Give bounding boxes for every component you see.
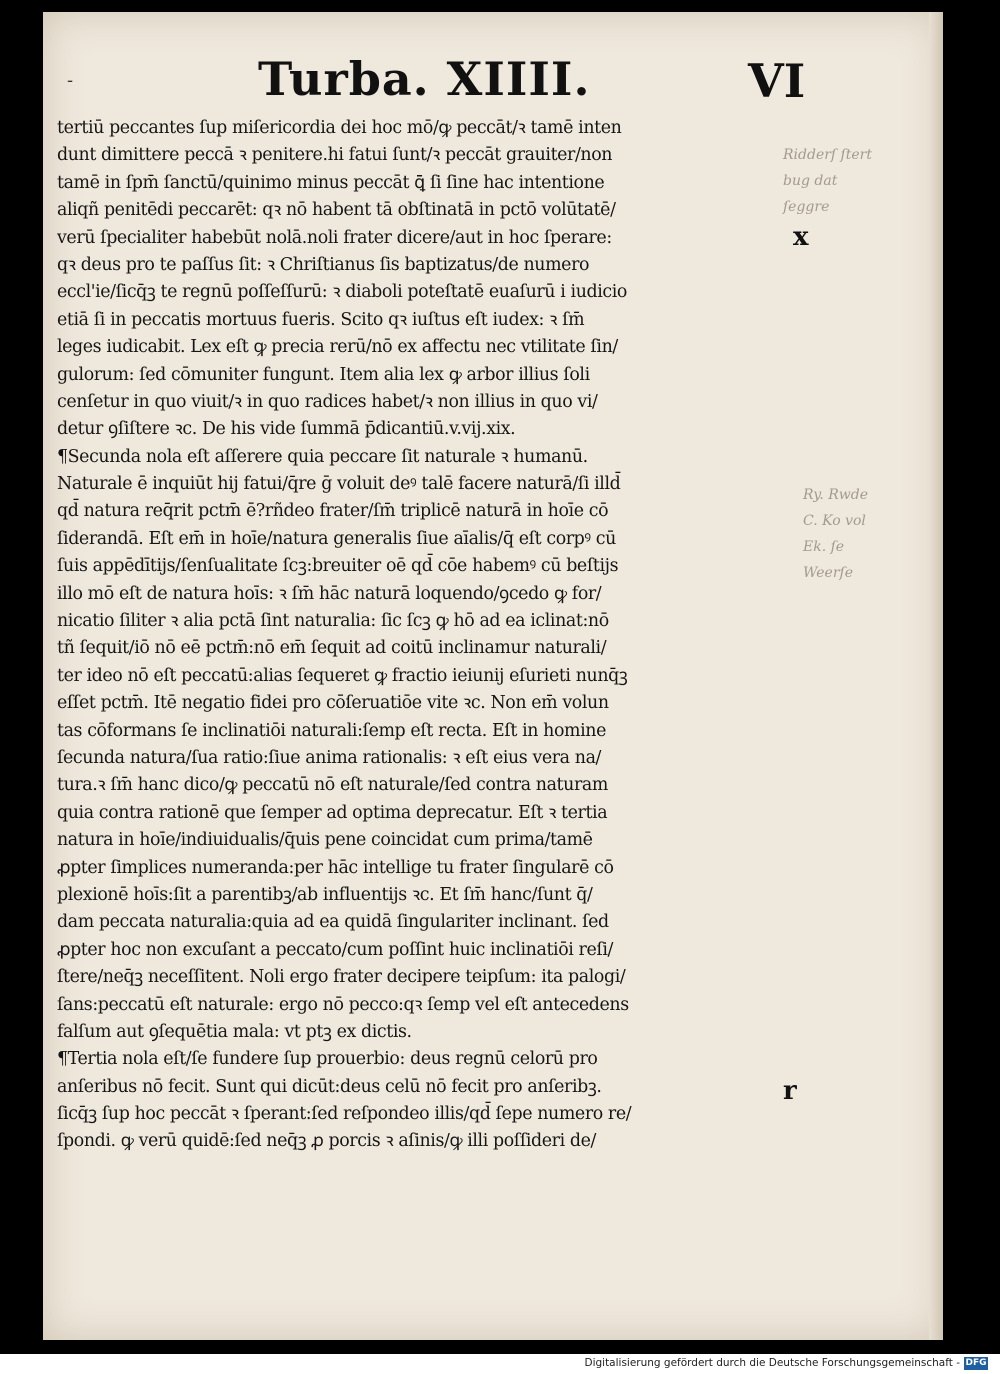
text-line: tamē in ſpm̄ ſanctū/quinimo minus peccāt ꝗ̄ ſi ſine hac intentione [57, 172, 605, 193]
marginal-note-line: Weerſe [803, 565, 853, 581]
text-line: detur ꝯſiſtere ꝛc. De his vide ſummā p̄dicantiū.v.vij.xix. [57, 419, 516, 440]
marginal-note-line: Ek. ſe [803, 539, 845, 555]
text-line: cenſetur in quo viuit/ꝛ in quo radices habet/ꝛ non illius in quo vi/ [57, 391, 598, 412]
text-line: dunt dimittere peccā ꝛ penitere.hi fatui ſunt/ꝛ peccāt grauiter/non [57, 145, 613, 166]
margin-mark-r: r [783, 1076, 797, 1106]
text-line: dam peccata naturalia:quia ad ea quidā ſingulariter inclinant. ſed [57, 912, 609, 933]
text-line: ſecunda natura/ſua ratio:ſiue anima rationalis: ꝛ eſt eius vera na/ [57, 747, 602, 768]
funding-credit: Digitalisierung gefördert durch die Deutsche Forschungsgemeinschaft - [584, 1357, 960, 1369]
marginal-note-line: bug dat [783, 173, 838, 189]
text-line: aliqñ penitēdi peccarēt: qꝛ nō habent tā obſtinatā in pctō volūtatē/ [57, 200, 616, 221]
text-line: qd̄ natura req̄rit pctm̄ ē?rñdeo frater/ſm̄ triplicē naturā in hoīe cō [57, 501, 609, 522]
marginal-note-middle [803, 482, 943, 586]
text-line: ſpondi. ꝙ verū quidē:ſed neq̄ꝫ ꝓ porcis ꝛ aſinis/ꝙ illi poſſideri de/ [57, 1131, 596, 1152]
text-line: ſicq̄ꝫ ſup hoc peccāt ꝛ ſperant:ſed reſpondeo illis/qd̄ ſepe numero re/ [57, 1104, 632, 1125]
marginal-note-top [783, 142, 933, 220]
running-title: Turba. XIIII. [258, 52, 591, 106]
text-line: tertiū peccantes ſup miſericordia dei hoc mō/ꝙ peccāt/ꝛ tamē inten [57, 118, 622, 138]
header-dash-mark: - [67, 70, 74, 91]
book-page [43, 12, 943, 1340]
text-line: leges iudicabit. Lex eſt ꝙ precia rerū/nō ex affectu nec vtilitate ſin/ [57, 337, 618, 358]
text-line: ¶Tertia nola eſt/ſe fundere ſup prouerbio: deus regnū celorū pro [57, 1049, 598, 1070]
text-line: falſum aut ꝯſequētia mala: vt ptꝫ ex dictis. [57, 1021, 412, 1042]
text-line: ꝓpter ſimplices numeranda:per hāc intellige tu frater ſingularē cō [57, 857, 614, 878]
text-line: tura.ꝛ ſm̄ hanc dico/ꝙ peccatū nō eſt naturale/ſed contra naturam [57, 775, 608, 796]
text-line: quia contra rationē que ſemper ad optima deprecatur. Eſt ꝛ tertia [57, 802, 608, 823]
marginal-note-line: ſeggre [783, 199, 830, 215]
text-line: anſeribus nō fecit. Sunt qui dicūt:deus celū nō fecit pro anſeribꝫ. [57, 1076, 602, 1097]
text-line: verū ſpecialiter habebūt nolā.noli frater dicere/aut in hoc ſperare: [57, 227, 612, 248]
text-line: eccl'ie/ſicq̄ꝫ te regnū poſſeſſurū: ꝛ diaboli poteſtatē euaſurū i iudicio [57, 282, 627, 303]
folio-number: VI [748, 54, 806, 108]
text-line: ſiderandā. Eſt em̄ in hoīe/natura generalis ſiue aīalis/q̄ eſt corpꝰ cū [57, 528, 616, 549]
text-line: qꝛ deus pro te paſſus ſit: ꝛ Chriſtianus ſis baptizatus/de numero [57, 254, 590, 275]
text-line: natura in hoīe/indiuidualis/q̄uis pene coincidat cum prima/tamē [57, 830, 593, 851]
text-line: ſans:peccatū eſt naturale: ergo nō pecco:qꝛ ſemp vel eſt antecedens [57, 994, 629, 1015]
text-line: ¶Secunda nola eſt aſſerere quia peccare ſit naturale ꝛ humanū. [57, 446, 588, 467]
text-line: ſuis appēdītijs/ſenſualitate ſcꝫ:breuiter oē qd̄ cōe habemꝰ cū beſtijs [57, 556, 619, 577]
body-text [57, 115, 792, 1156]
margin-mark-x: x [793, 222, 809, 252]
text-line: illo mō eſt de natura hoīs: ꝛ ſm̄ hāc naturā loquendo/ꝯcedo ꝙ for/ [57, 583, 602, 604]
text-line: ter ideo nō eſt peccatū:alias ſequeret ꝙ fractio ieiunij eſurieti nunq̄ꝫ [57, 665, 628, 686]
text-line: tñ ſequit/iō nō eē pctm̄:nō em̄ ſequit ad coitū inclinamur naturali/ [57, 638, 607, 659]
dfg-logo: DFG [965, 1358, 987, 1368]
text-line: tas cōformans ſe inclinatiōi naturali:ſemp eſt recta. Eſt in homine [57, 720, 606, 741]
text-line: ꝓpter hoc non excuſant a peccato/cum poſſint huic inclinatiōi reſi/ [57, 939, 614, 960]
text-line: gulorum: ſed cōmuniter fungunt. Item alia lex ꝙ arbor illius ſoli [57, 364, 590, 385]
text-line: eſſet pctm̄. Itē negatio fidei pro cōſeruatiōe vite ꝛc. Non em̄ volun [57, 693, 609, 714]
page-header [43, 52, 943, 122]
text-line: nicatio ſiliter ꝛ alia pctā ſint naturalia: ſic ſcꝫ ꝙ hō ad ea iclinat:nō [57, 611, 609, 632]
text-line: ſtere/neq̄ꝫ neceſſitent. Noli ergo frater decipere teipſum: ita palogi/ [57, 967, 626, 988]
text-line: Naturale ē inquiūt hij fatui/q̄re ḡ voluit deꝰ talē facere naturā/ſi illd̄ [57, 474, 621, 495]
text-line: plexionē hoīs:ſit a parentibꝫ/ab influentijs ꝛc. Et ſm̄ hanc/ſunt q̄/ [57, 884, 593, 905]
marginal-note-line: Ridderſ ſtert [783, 147, 872, 163]
digitization-footer [0, 1354, 1000, 1374]
marginal-note-line: C. Ko vol [803, 513, 866, 529]
marginal-note-line: Ry. Rwde [803, 487, 869, 503]
text-line: etiā ſi in peccatis mortuus fueris. Scito qꝛ iuſtus eſt iudex: ꝛ ſm̄ [57, 309, 585, 330]
